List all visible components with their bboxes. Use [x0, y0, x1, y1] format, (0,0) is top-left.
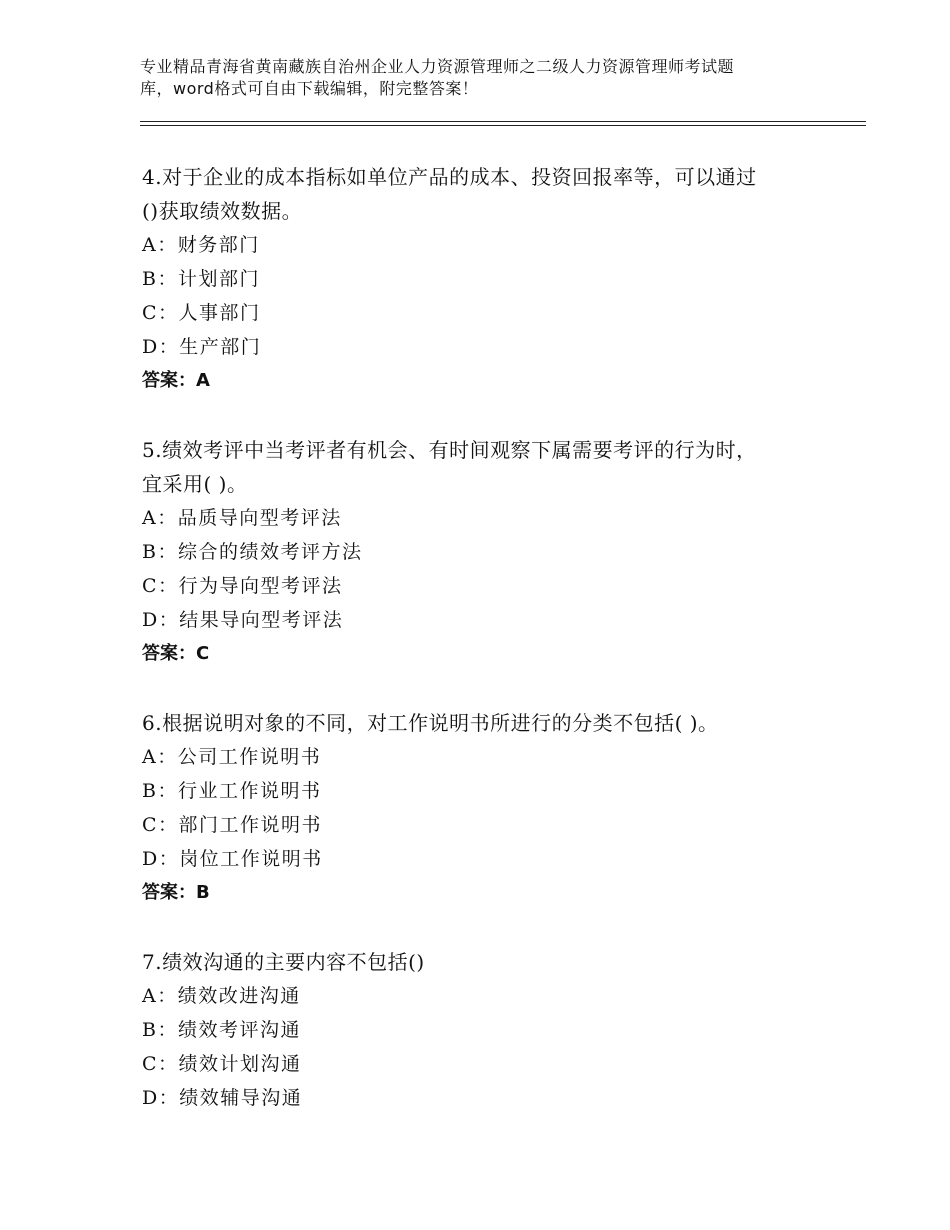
question-stem-line: 5.绩效考评中当考评者有机会、有时间观察下属需要考评的行为时，: [142, 438, 757, 462]
question-stem: [142, 433, 842, 501]
option-d: D：生产部门: [142, 336, 262, 358]
question-stem-line: 7.绩效沟通的主要内容不包括(): [142, 950, 425, 974]
option-a: A：财务部门: [142, 234, 260, 256]
question-stem-line: 4.对于企业的成本指标如单位产品的成本、投资回报率等，可以通过: [142, 165, 757, 189]
option-b: B：综合的绩效考评方法: [142, 541, 363, 563]
option-a: A：公司工作说明书: [142, 746, 322, 768]
header-divider-top: [140, 121, 866, 122]
question-5: [142, 433, 842, 671]
answer-label: 答案：B: [142, 882, 210, 903]
option-b: B：绩效考评沟通: [142, 1019, 301, 1041]
answer-label: 答案：C: [142, 643, 210, 664]
option-d: D：绩效辅导沟通: [142, 1087, 303, 1109]
question-4: [142, 160, 842, 398]
option-c: C：部门工作说明书: [142, 814, 323, 836]
question-stem: [142, 160, 842, 228]
option-c: C：行为导向型考评法: [142, 575, 343, 597]
question-stem: [142, 706, 842, 740]
option-a: A：绩效改进沟通: [142, 985, 301, 1007]
header-divider-bottom: [140, 125, 866, 126]
header-title-line-2: 库，word格式可自由下载编辑，附完整答案！: [140, 79, 479, 98]
answer-label: 答案：A: [142, 370, 210, 391]
header-title-line-1: 专业精品青海省黄南藏族自治州企业人力资源管理师之二级人力资源管理师考试题: [140, 57, 735, 76]
option-d: D：结果导向型考评法: [142, 609, 344, 631]
question-stem-line: ()获取绩效数据。: [142, 199, 303, 223]
question-6: [142, 706, 842, 910]
option-d: D：岗位工作说明书: [142, 848, 323, 870]
option-b: B：行业工作说明书: [142, 780, 322, 802]
option-c: C：人事部门: [142, 302, 261, 324]
question-stem-line: 6.根据说明对象的不同，对工作说明书所进行的分类不包括( )。: [142, 711, 719, 735]
question-stem-line: 宜采用( )。: [142, 472, 248, 496]
option-c: C：绩效计划沟通: [142, 1053, 302, 1075]
document-header: [140, 56, 840, 100]
question-stem: [142, 945, 842, 979]
option-a: A：品质导向型考评法: [142, 507, 342, 529]
option-b: B：计划部门: [142, 268, 260, 290]
question-7: [142, 945, 842, 1115]
